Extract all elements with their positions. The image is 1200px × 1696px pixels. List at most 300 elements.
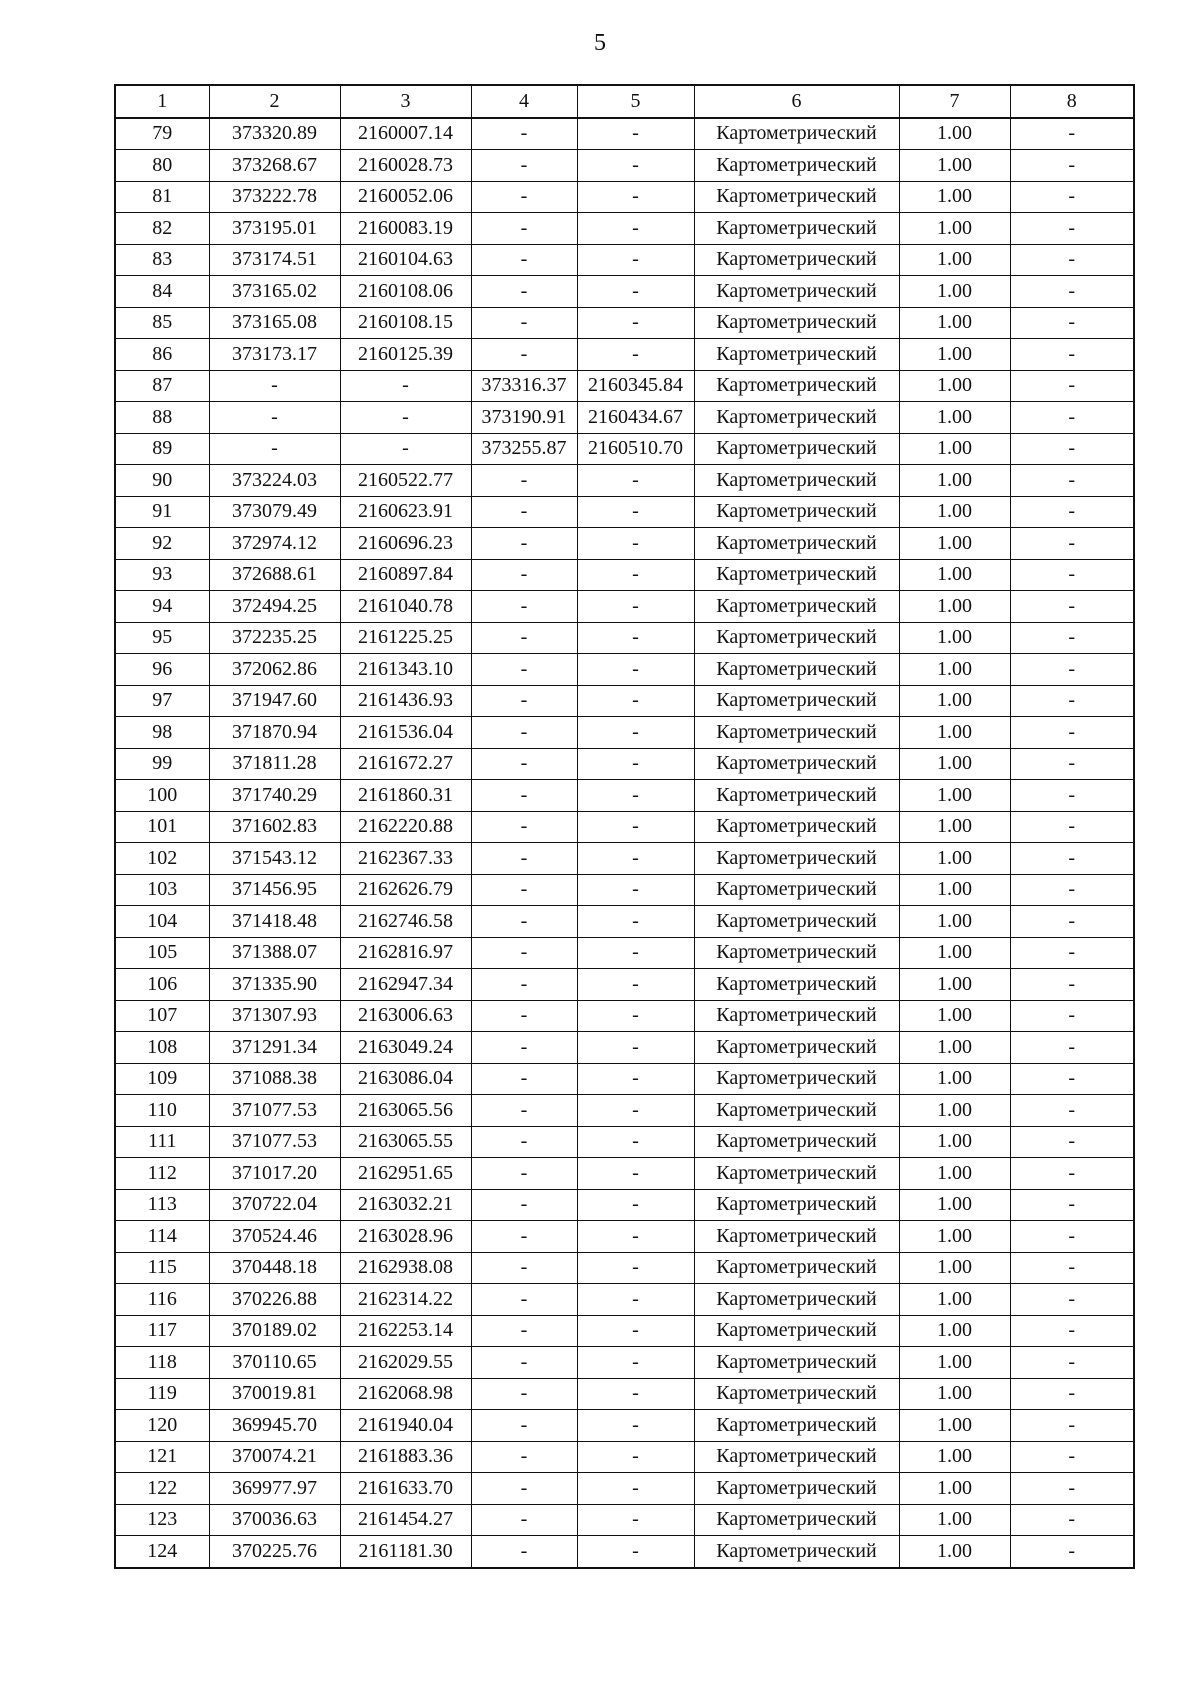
cell-description: -: [1010, 1095, 1134, 1127]
cell-x-coordinate-new: -: [471, 622, 577, 654]
cell-method: Картометрический: [694, 370, 899, 402]
cell-method: Картометрический: [694, 969, 899, 1001]
cell-point-number: 105: [115, 937, 209, 969]
cell-x-coordinate: 370448.18: [209, 1252, 340, 1284]
cell-y-coordinate-new: -: [577, 843, 694, 875]
table-row: [115, 118, 1134, 150]
cell-method: Картометрический: [694, 181, 899, 213]
cell-x-coordinate: 371811.28: [209, 748, 340, 780]
cell-point-number: 124: [115, 1536, 209, 1568]
table-row: [115, 1221, 1134, 1253]
cell-method: Картометрический: [694, 937, 899, 969]
table-row: [115, 591, 1134, 623]
cell-x-coordinate: 373222.78: [209, 181, 340, 213]
cell-point-number: 83: [115, 244, 209, 276]
cell-accuracy: 1.00: [899, 1536, 1010, 1568]
cell-accuracy: 1.00: [899, 1347, 1010, 1379]
table-row: [115, 1284, 1134, 1316]
cell-accuracy: 1.00: [899, 1441, 1010, 1473]
cell-accuracy: 1.00: [899, 150, 1010, 182]
cell-method: Картометрический: [694, 906, 899, 938]
page-number: 5: [594, 30, 606, 56]
cell-description: -: [1010, 1473, 1134, 1505]
cell-accuracy: 1.00: [899, 307, 1010, 339]
cell-x-coordinate-new: -: [471, 1536, 577, 1568]
cell-description: -: [1010, 1441, 1134, 1473]
cell-method: Картометрический: [694, 1410, 899, 1442]
cell-method: Картометрический: [694, 1473, 899, 1505]
cell-point-number: 122: [115, 1473, 209, 1505]
cell-x-coordinate-new: -: [471, 1284, 577, 1316]
cell-point-number: 106: [115, 969, 209, 1001]
cell-x-coordinate-new: -: [471, 969, 577, 1001]
table-row: [115, 937, 1134, 969]
cell-x-coordinate-new: -: [471, 559, 577, 591]
cell-y-coordinate-new: -: [577, 528, 694, 560]
cell-method: Картометрический: [694, 150, 899, 182]
cell-y-coordinate-new: -: [577, 937, 694, 969]
cell-point-number: 88: [115, 402, 209, 434]
cell-x-coordinate: 371388.07: [209, 937, 340, 969]
cell-accuracy: 1.00: [899, 622, 1010, 654]
cell-description: -: [1010, 843, 1134, 875]
cell-description: -: [1010, 969, 1134, 1001]
cell-accuracy: 1.00: [899, 874, 1010, 906]
table-row: [115, 906, 1134, 938]
header-cell-col-1: 1: [115, 85, 209, 118]
cell-y-coordinate: 2163086.04: [340, 1063, 471, 1095]
header-cell-col-6: 6: [694, 85, 899, 118]
cell-description: -: [1010, 276, 1134, 308]
cell-y-coordinate: 2160108.15: [340, 307, 471, 339]
cell-accuracy: 1.00: [899, 1158, 1010, 1190]
cell-accuracy: 1.00: [899, 1504, 1010, 1536]
cell-y-coordinate: 2163006.63: [340, 1000, 471, 1032]
table-row: [115, 1126, 1134, 1158]
cell-y-coordinate: 2160897.84: [340, 559, 471, 591]
cell-x-coordinate: 371307.93: [209, 1000, 340, 1032]
cell-x-coordinate-new: -: [471, 1347, 577, 1379]
cell-y-coordinate-new: -: [577, 339, 694, 371]
cell-x-coordinate-new: -: [471, 465, 577, 497]
cell-x-coordinate-new: 373316.37: [471, 370, 577, 402]
cell-point-number: 103: [115, 874, 209, 906]
table-row: [115, 1536, 1134, 1568]
cell-description: -: [1010, 874, 1134, 906]
cell-accuracy: 1.00: [899, 1221, 1010, 1253]
cell-y-coordinate: 2160623.91: [340, 496, 471, 528]
cell-accuracy: 1.00: [899, 370, 1010, 402]
cell-y-coordinate-new: -: [577, 150, 694, 182]
cell-x-coordinate-new: -: [471, 118, 577, 150]
cell-x-coordinate: 372062.86: [209, 654, 340, 686]
cell-point-number: 107: [115, 1000, 209, 1032]
cell-y-coordinate-new: -: [577, 811, 694, 843]
cell-accuracy: 1.00: [899, 811, 1010, 843]
cell-x-coordinate-new: 373190.91: [471, 402, 577, 434]
cell-y-coordinate: 2162816.97: [340, 937, 471, 969]
cell-y-coordinate-new: -: [577, 181, 694, 213]
cell-x-coordinate: 371077.53: [209, 1095, 340, 1127]
cell-y-coordinate: 2162029.55: [340, 1347, 471, 1379]
cell-x-coordinate: -: [209, 370, 340, 402]
cell-x-coordinate-new: -: [471, 1189, 577, 1221]
cell-y-coordinate: 2161633.70: [340, 1473, 471, 1505]
cell-x-coordinate: 373174.51: [209, 244, 340, 276]
cell-x-coordinate-new: 373255.87: [471, 433, 577, 465]
cell-y-coordinate: 2160125.39: [340, 339, 471, 371]
cell-method: Картометрический: [694, 276, 899, 308]
cell-point-number: 120: [115, 1410, 209, 1442]
cell-method: Картометрический: [694, 118, 899, 150]
cell-x-coordinate-new: -: [471, 307, 577, 339]
cell-method: Картометрический: [694, 843, 899, 875]
cell-point-number: 109: [115, 1063, 209, 1095]
cell-accuracy: 1.00: [899, 1095, 1010, 1127]
cell-x-coordinate-new: -: [471, 1126, 577, 1158]
cell-method: Картометрический: [694, 402, 899, 434]
cell-description: -: [1010, 307, 1134, 339]
cell-accuracy: 1.00: [899, 181, 1010, 213]
table-row: [115, 1189, 1134, 1221]
cell-y-coordinate: 2163032.21: [340, 1189, 471, 1221]
table-row: [115, 433, 1134, 465]
cell-y-coordinate: 2162068.98: [340, 1378, 471, 1410]
cell-accuracy: 1.00: [899, 1315, 1010, 1347]
cell-y-coordinate: 2162314.22: [340, 1284, 471, 1316]
cell-x-coordinate: 371291.34: [209, 1032, 340, 1064]
cell-accuracy: 1.00: [899, 339, 1010, 371]
cell-accuracy: 1.00: [899, 465, 1010, 497]
cell-y-coordinate: 2163049.24: [340, 1032, 471, 1064]
cell-y-coordinate-new: -: [577, 213, 694, 245]
cell-y-coordinate-new: -: [577, 1189, 694, 1221]
cell-point-number: 87: [115, 370, 209, 402]
cell-description: -: [1010, 433, 1134, 465]
cell-x-coordinate-new: -: [471, 181, 577, 213]
cell-point-number: 90: [115, 465, 209, 497]
cell-x-coordinate: 373079.49: [209, 496, 340, 528]
cell-y-coordinate-new: -: [577, 559, 694, 591]
cell-point-number: 116: [115, 1284, 209, 1316]
cell-x-coordinate-new: -: [471, 1063, 577, 1095]
cell-accuracy: 1.00: [899, 402, 1010, 434]
cell-accuracy: 1.00: [899, 1378, 1010, 1410]
cell-x-coordinate-new: -: [471, 339, 577, 371]
cell-y-coordinate-new: 2160510.70: [577, 433, 694, 465]
cell-description: -: [1010, 717, 1134, 749]
cell-x-coordinate-new: -: [471, 276, 577, 308]
cell-accuracy: 1.00: [899, 591, 1010, 623]
cell-point-number: 80: [115, 150, 209, 182]
table-row: [115, 717, 1134, 749]
cell-description: -: [1010, 1126, 1134, 1158]
cell-y-coordinate: 2160083.19: [340, 213, 471, 245]
cell-description: -: [1010, 906, 1134, 938]
cell-description: -: [1010, 1252, 1134, 1284]
cell-x-coordinate: 373165.08: [209, 307, 340, 339]
cell-point-number: 98: [115, 717, 209, 749]
cell-x-coordinate: 373165.02: [209, 276, 340, 308]
cell-x-coordinate-new: -: [471, 591, 577, 623]
cell-description: -: [1010, 118, 1134, 150]
cell-description: -: [1010, 622, 1134, 654]
cell-x-coordinate: 371870.94: [209, 717, 340, 749]
cell-y-coordinate: 2161436.93: [340, 685, 471, 717]
cell-y-coordinate: 2162253.14: [340, 1315, 471, 1347]
table-row: [115, 1000, 1134, 1032]
cell-description: -: [1010, 591, 1134, 623]
cell-x-coordinate: 371335.90: [209, 969, 340, 1001]
cell-accuracy: 1.00: [899, 213, 1010, 245]
cell-accuracy: 1.00: [899, 1252, 1010, 1284]
cell-x-coordinate: 370722.04: [209, 1189, 340, 1221]
table-row: [115, 528, 1134, 560]
cell-point-number: 81: [115, 181, 209, 213]
cell-y-coordinate: 2160007.14: [340, 118, 471, 150]
cell-y-coordinate: 2161343.10: [340, 654, 471, 686]
table-row: [115, 1347, 1134, 1379]
cell-accuracy: 1.00: [899, 906, 1010, 938]
cell-method: Картометрический: [694, 811, 899, 843]
cell-x-coordinate: 372688.61: [209, 559, 340, 591]
cell-y-coordinate: 2163065.55: [340, 1126, 471, 1158]
cell-description: -: [1010, 1189, 1134, 1221]
cell-method: Картометрический: [694, 1315, 899, 1347]
table-row: [115, 559, 1134, 591]
cell-y-coordinate-new: -: [577, 1095, 694, 1127]
cell-x-coordinate: 373320.89: [209, 118, 340, 150]
cell-y-coordinate: 2162746.58: [340, 906, 471, 938]
cell-y-coordinate-new: -: [577, 591, 694, 623]
cell-method: Картометрический: [694, 685, 899, 717]
table-row: [115, 1410, 1134, 1442]
cell-y-coordinate-new: -: [577, 1410, 694, 1442]
cell-point-number: 113: [115, 1189, 209, 1221]
table-row: [115, 1473, 1134, 1505]
cell-description: -: [1010, 496, 1134, 528]
cell-description: -: [1010, 150, 1134, 182]
cell-x-coordinate: 370226.88: [209, 1284, 340, 1316]
cell-x-coordinate-new: -: [471, 843, 577, 875]
cell-y-coordinate-new: -: [577, 1158, 694, 1190]
cell-y-coordinate: -: [340, 402, 471, 434]
cell-y-coordinate-new: -: [577, 496, 694, 528]
cell-y-coordinate-new: -: [577, 685, 694, 717]
table-row: [115, 496, 1134, 528]
table-row: [115, 370, 1134, 402]
cell-description: -: [1010, 244, 1134, 276]
cell-description: -: [1010, 559, 1134, 591]
table-row: [115, 1095, 1134, 1127]
cell-y-coordinate: 2161225.25: [340, 622, 471, 654]
table-row: [115, 213, 1134, 245]
cell-point-number: 114: [115, 1221, 209, 1253]
cell-y-coordinate-new: -: [577, 1315, 694, 1347]
cell-y-coordinate-new: -: [577, 1032, 694, 1064]
cell-x-coordinate: 371543.12: [209, 843, 340, 875]
cell-accuracy: 1.00: [899, 1473, 1010, 1505]
cell-point-number: 119: [115, 1378, 209, 1410]
cell-point-number: 110: [115, 1095, 209, 1127]
cell-y-coordinate: -: [340, 370, 471, 402]
cell-y-coordinate-new: -: [577, 654, 694, 686]
cell-accuracy: 1.00: [899, 1126, 1010, 1158]
cell-point-number: 89: [115, 433, 209, 465]
cell-x-coordinate-new: -: [471, 874, 577, 906]
cell-x-coordinate-new: -: [471, 1378, 577, 1410]
cell-y-coordinate-new: -: [577, 1473, 694, 1505]
cell-x-coordinate: 371740.29: [209, 780, 340, 812]
cell-x-coordinate-new: -: [471, 1221, 577, 1253]
cell-method: Картометрический: [694, 874, 899, 906]
cell-point-number: 94: [115, 591, 209, 623]
cell-point-number: 102: [115, 843, 209, 875]
cell-x-coordinate-new: -: [471, 780, 577, 812]
cell-x-coordinate-new: -: [471, 717, 577, 749]
cell-description: -: [1010, 1063, 1134, 1095]
cell-description: -: [1010, 685, 1134, 717]
cell-y-coordinate: 2161860.31: [340, 780, 471, 812]
cell-description: -: [1010, 1410, 1134, 1442]
cell-x-coordinate: 371456.95: [209, 874, 340, 906]
cell-y-coordinate-new: 2160345.84: [577, 370, 694, 402]
header-cell-col-3: 3: [340, 85, 471, 118]
cell-method: Картометрический: [694, 244, 899, 276]
cell-accuracy: 1.00: [899, 685, 1010, 717]
cell-method: Картометрический: [694, 496, 899, 528]
cell-accuracy: 1.00: [899, 1063, 1010, 1095]
cell-description: -: [1010, 1284, 1134, 1316]
table-row: [115, 622, 1134, 654]
cell-point-number: 100: [115, 780, 209, 812]
cell-y-coordinate-new: -: [577, 906, 694, 938]
cell-accuracy: 1.00: [899, 1000, 1010, 1032]
cell-y-coordinate: 2162951.65: [340, 1158, 471, 1190]
cell-description: -: [1010, 1315, 1134, 1347]
cell-x-coordinate: 371947.60: [209, 685, 340, 717]
cell-point-number: 93: [115, 559, 209, 591]
header-cell-col-7: 7: [899, 85, 1010, 118]
cell-y-coordinate: 2160108.06: [340, 276, 471, 308]
cell-description: -: [1010, 654, 1134, 686]
cell-method: Картометрический: [694, 1378, 899, 1410]
cell-point-number: 115: [115, 1252, 209, 1284]
table-row: [115, 969, 1134, 1001]
cell-x-coordinate-new: -: [471, 1095, 577, 1127]
cell-point-number: 111: [115, 1126, 209, 1158]
cell-method: Картометрический: [694, 1252, 899, 1284]
cell-method: Картометрический: [694, 307, 899, 339]
cell-method: Картометрический: [694, 528, 899, 560]
cell-x-coordinate: 370189.02: [209, 1315, 340, 1347]
cell-method: Картометрический: [694, 780, 899, 812]
cell-point-number: 101: [115, 811, 209, 843]
cell-description: -: [1010, 937, 1134, 969]
cell-x-coordinate: 372974.12: [209, 528, 340, 560]
cell-point-number: 79: [115, 118, 209, 150]
cell-x-coordinate: 372235.25: [209, 622, 340, 654]
cell-point-number: 112: [115, 1158, 209, 1190]
table-row: [115, 874, 1134, 906]
cell-x-coordinate-new: -: [471, 811, 577, 843]
cell-x-coordinate: 371017.20: [209, 1158, 340, 1190]
cell-point-number: 96: [115, 654, 209, 686]
table-row: [115, 811, 1134, 843]
table-row: [115, 685, 1134, 717]
cell-point-number: 117: [115, 1315, 209, 1347]
cell-method: Картометрический: [694, 717, 899, 749]
cell-x-coordinate-new: -: [471, 496, 577, 528]
table-row: [115, 1441, 1134, 1473]
cell-y-coordinate: 2161940.04: [340, 1410, 471, 1442]
table-row: [115, 1378, 1134, 1410]
cell-accuracy: 1.00: [899, 780, 1010, 812]
table-row: [115, 307, 1134, 339]
cell-description: -: [1010, 1032, 1134, 1064]
cell-accuracy: 1.00: [899, 654, 1010, 686]
header-cell-col-2: 2: [209, 85, 340, 118]
cell-y-coordinate: 2162220.88: [340, 811, 471, 843]
table-row: [115, 748, 1134, 780]
cell-y-coordinate-new: -: [577, 465, 694, 497]
cell-x-coordinate: 370225.76: [209, 1536, 340, 1568]
cell-y-coordinate: 2162938.08: [340, 1252, 471, 1284]
cell-y-coordinate: 2161672.27: [340, 748, 471, 780]
cell-description: -: [1010, 528, 1134, 560]
cell-point-number: 85: [115, 307, 209, 339]
cell-y-coordinate: 2162626.79: [340, 874, 471, 906]
cell-x-coordinate-new: -: [471, 1504, 577, 1536]
cell-description: -: [1010, 811, 1134, 843]
cell-y-coordinate: 2161181.30: [340, 1536, 471, 1568]
cell-x-coordinate: -: [209, 433, 340, 465]
cell-y-coordinate: 2162367.33: [340, 843, 471, 875]
cell-y-coordinate: -: [340, 433, 471, 465]
cell-method: Картометрический: [694, 1441, 899, 1473]
cell-y-coordinate-new: -: [577, 1063, 694, 1095]
cell-description: -: [1010, 213, 1134, 245]
cell-method: Картометрический: [694, 213, 899, 245]
cell-y-coordinate-new: -: [577, 1284, 694, 1316]
cell-method: Картометрический: [694, 1536, 899, 1568]
cell-description: -: [1010, 1504, 1134, 1536]
cell-description: -: [1010, 402, 1134, 434]
cell-y-coordinate: 2160696.23: [340, 528, 471, 560]
cell-x-coordinate: 373268.67: [209, 150, 340, 182]
cell-accuracy: 1.00: [899, 118, 1010, 150]
table-header: [115, 85, 1134, 118]
table-row: [115, 1158, 1134, 1190]
cell-x-coordinate: 373224.03: [209, 465, 340, 497]
cell-x-coordinate: 371077.53: [209, 1126, 340, 1158]
cell-accuracy: 1.00: [899, 1032, 1010, 1064]
cell-method: Картометрический: [694, 1063, 899, 1095]
header-row: [115, 85, 1134, 118]
cell-method: Картометрический: [694, 1221, 899, 1253]
cell-y-coordinate: 2163065.56: [340, 1095, 471, 1127]
cell-description: -: [1010, 1536, 1134, 1568]
cell-y-coordinate-new: -: [577, 1347, 694, 1379]
cell-y-coordinate: 2160028.73: [340, 150, 471, 182]
cell-description: -: [1010, 181, 1134, 213]
cell-y-coordinate-new: -: [577, 874, 694, 906]
cell-x-coordinate-new: -: [471, 685, 577, 717]
cell-x-coordinate-new: -: [471, 654, 577, 686]
cell-y-coordinate-new: -: [577, 1126, 694, 1158]
cell-method: Картометрический: [694, 622, 899, 654]
cell-y-coordinate: 2160104.63: [340, 244, 471, 276]
